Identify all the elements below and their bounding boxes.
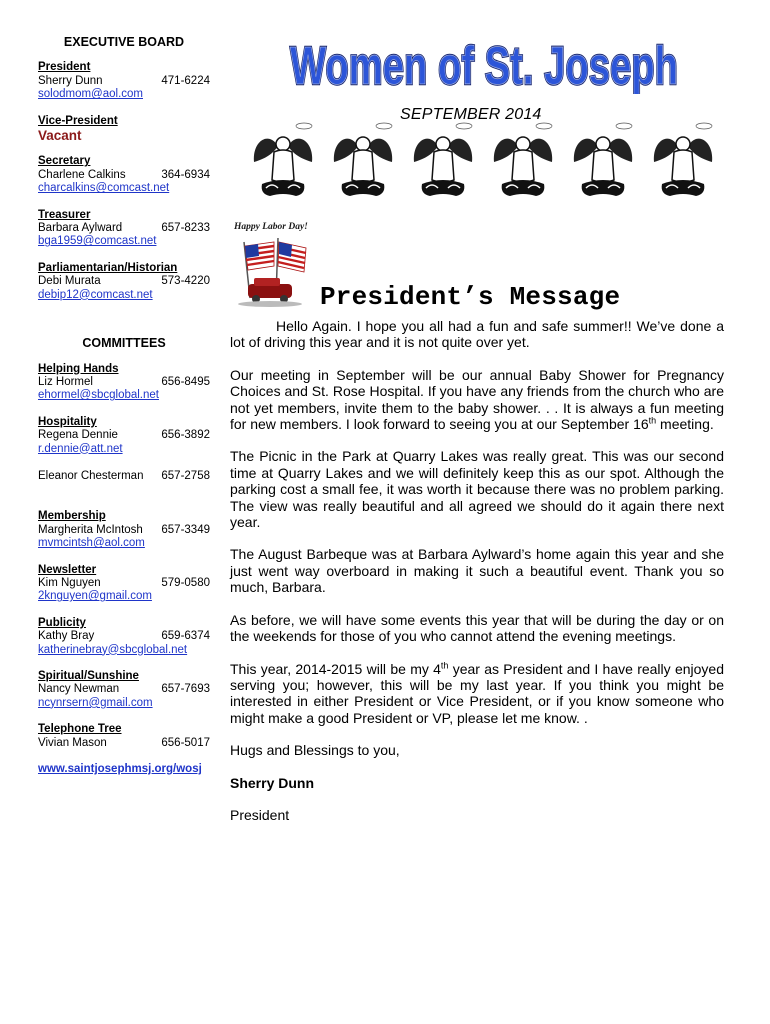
vacant-status: Vacant — [38, 128, 82, 144]
member-phone: 657-8233 — [161, 222, 210, 235]
member-name: Regena Dennie — [38, 429, 118, 442]
ordinal-suffix: th — [440, 659, 449, 670]
email-link[interactable]: solodmom@aol.com — [38, 88, 143, 101]
issue-month: SEPTEMBER 2014 — [400, 106, 542, 123]
paragraph-presidency — [230, 661, 724, 727]
newsletter-title-banner — [284, 34, 684, 94]
role-label: Hospitality — [38, 415, 97, 428]
member-name: Nancy Newman — [38, 683, 120, 696]
role-label: Publicity — [38, 616, 86, 629]
member-phone: 659-6374 — [161, 630, 210, 643]
ordinal-suffix: th — [648, 415, 657, 426]
labor-day-clipart — [230, 222, 320, 308]
role-label: Helping Hands — [38, 362, 119, 375]
paragraph-meeting — [230, 367, 724, 433]
role-label: Spiritual/Sunshine — [38, 670, 139, 682]
paragraph-picnic: The Picnic in the Park at Quarry Lakes was really great. This was our second time at Quarry Lakes and we will definitely keep this as our spot. Although the parking cost a small fee, it was worth it because there was no problem parking. The view was really beautiful and all agreed we should do it again there next year. — [230, 448, 724, 531]
signature-name: Sherry Dunn — [230, 774, 315, 791]
role-label: Vice-President — [38, 114, 118, 127]
paragraph-text: meeting. — [656, 416, 714, 433]
role-label: Treasurer — [38, 208, 91, 221]
role-label: President — [38, 61, 91, 74]
board-entry-secretary — [38, 155, 210, 195]
newsletter-title: Women of St. Joseph — [290, 36, 678, 94]
committee-entry-helping-hands — [38, 363, 210, 403]
angel-icon — [328, 122, 398, 200]
closing-line: Hugs and Blessings to you, — [230, 742, 400, 759]
committee-entry-telephone-tree — [38, 723, 210, 750]
board-entry-vice-president — [38, 115, 210, 143]
member-phone: 573-4220 — [161, 275, 210, 288]
presidents-message-title: President’s Message — [320, 282, 621, 312]
member-name: Liz Hormel — [38, 375, 93, 388]
member-phone: 656-5017 — [161, 736, 210, 749]
sidebar — [38, 36, 210, 776]
member-name: Margherita McIntosh — [38, 523, 143, 536]
committee-entry-publicity — [38, 617, 210, 657]
role-label: Membership — [38, 510, 106, 523]
paragraph-greeting: Hello Again. I hope you all had a fun and safe summer!! We’ve done a lot of driving this year and it is not quite over yet. — [230, 318, 724, 351]
member-phone: 657-2758 — [161, 469, 210, 482]
flag-icon — [230, 222, 320, 308]
role-label: Parliamentarian/Historian — [38, 261, 178, 274]
member-name: Barbara Aylward — [38, 222, 123, 235]
angel-icon — [648, 122, 718, 200]
executive-board-heading: EXECUTIVE BOARD — [63, 35, 185, 49]
email-link[interactable]: ehormel@sbcglobal.net — [38, 389, 159, 402]
paragraph-text: year as President and I have really enjoyed serving you; however, this will be my last year. If you think you might be interested in either President or Vice President, or if you know someone who might make a good President or VP, please let me know. . — [230, 660, 724, 726]
committees-heading: COMMITTEES — [82, 336, 166, 351]
message-body — [230, 318, 724, 839]
committee-entry-spiritual — [38, 670, 210, 710]
member-name: Vivian Mason — [38, 736, 107, 749]
member-name: Charlene Calkins — [38, 168, 126, 181]
member-name: Sherry Dunn — [38, 74, 103, 87]
committee-entry-membership — [38, 510, 210, 550]
member-name: Kathy Bray — [38, 630, 95, 643]
board-entry-treasurer — [38, 209, 210, 249]
signature-title: President — [230, 806, 290, 823]
paragraph-barbeque: The August Barbeque was at Barbara Aylward’s home again this year and she just went way overboard in making it such a beautiful event. Thank you so much, Barbara. — [230, 546, 724, 596]
angel-icon — [568, 122, 638, 200]
member-phone: 656-3892 — [161, 429, 210, 442]
email-link[interactable]: debip12@comcast.net — [38, 288, 153, 301]
angel-border — [248, 122, 718, 200]
angel-icon — [488, 122, 558, 200]
paragraph-text: Our meeting in September will be our annual Baby Shower for Pregnancy Choices and St. Rose Hospital. If you have any friends from the church who are not yet members, invite them to the baby shower. . . It is always a fun meeting for new members. I look forward to seeing you at our September 16 — [230, 366, 724, 433]
newsletter-title-highlight: Women of St. Joseph — [290, 36, 678, 94]
angel-icon — [248, 122, 318, 200]
paragraph-events: As before, we will have some events this year that will be during the day or on the weekends for those of you who cannot attend the evening meetings. — [230, 611, 724, 645]
email-link[interactable]: 2knguyen@gmail.com — [38, 590, 152, 603]
website-link[interactable]: www.saintjosephmsj.org/wosj — [38, 763, 202, 776]
email-link[interactable]: katherinebray@sbcglobal.net — [38, 643, 188, 656]
committee-entry-hospitality — [38, 416, 210, 484]
member-phone: 657-3349 — [161, 523, 210, 536]
member-name: Kim Nguyen — [38, 576, 101, 589]
role-label: Newsletter — [38, 563, 97, 576]
email-link[interactable]: mvmcintsh@aol.com — [38, 537, 145, 550]
role-label: Secretary — [38, 155, 91, 168]
labor-day-text: Happy Labor Day! — [234, 222, 308, 232]
member-phone: 471-6224 — [161, 74, 210, 87]
email-link[interactable]: bga1959@comcast.net — [38, 235, 157, 248]
email-link[interactable]: r.dennie@att.net — [38, 442, 123, 455]
member-phone: 579-0580 — [161, 576, 210, 589]
role-label: Telephone Tree — [38, 723, 122, 736]
email-link[interactable]: ncynrsern@gmail.com — [38, 696, 153, 709]
email-link[interactable]: charcalkins@comcast.net — [38, 182, 170, 195]
member-phone: 656-8495 — [161, 375, 210, 388]
member-name: Debi Murata — [38, 275, 101, 288]
angel-icon — [408, 122, 478, 200]
committee-entry-newsletter — [38, 564, 210, 604]
paragraph-text: This year, 2014-2015 will be my 4 — [230, 660, 441, 677]
member-phone: 364-6934 — [161, 168, 210, 181]
board-entry-parliamentarian — [38, 262, 210, 302]
member-phone: 657-7693 — [161, 683, 210, 696]
member-name: Eleanor Chesterman — [38, 469, 144, 482]
board-entry-president — [38, 61, 210, 101]
